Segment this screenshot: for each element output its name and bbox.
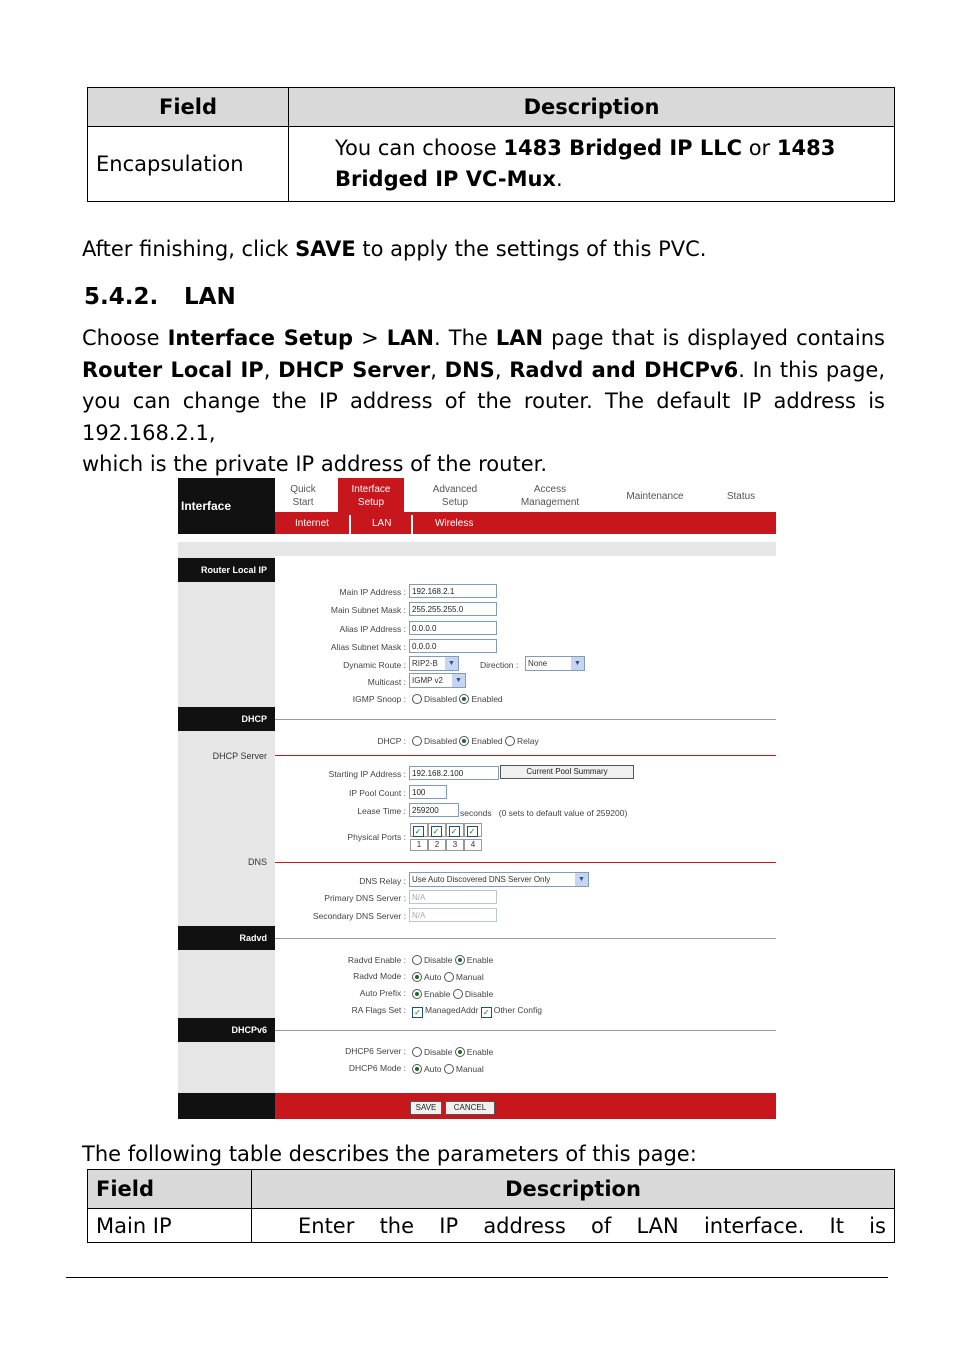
option-label: Enabled [471, 694, 503, 704]
description-word: the [379, 1213, 415, 1238]
dhcp-label: DHCP : [377, 736, 406, 746]
encapsulation-table [87, 87, 895, 202]
nav-label: Access [533, 484, 567, 495]
port-number: 1 [410, 839, 428, 851]
option-label: Disable [464, 989, 494, 999]
sub-nav [275, 512, 776, 534]
description-cell [252, 1209, 895, 1243]
section-divider-red [275, 862, 776, 863]
port-2-checkbox[interactable] [428, 823, 446, 837]
bold: Radvd and DHCPv6 [509, 357, 739, 382]
bold: Router Local IP [82, 357, 264, 382]
radvd-mode-label: Radvd Mode : [353, 971, 406, 981]
chevron-down-icon: ▼ [571, 657, 584, 670]
table-row [88, 1209, 895, 1243]
main-ip-label: Main IP Address : [339, 587, 406, 597]
port-1-checkbox[interactable] [410, 823, 428, 837]
section-title: LAN [184, 284, 236, 310]
table-header-field: Field [88, 1170, 252, 1209]
brand-block [178, 478, 275, 534]
table-caption: The following table describes the parameters of this page: [82, 1142, 697, 1166]
router-lan-screenshot [178, 478, 776, 1119]
text: . The [434, 326, 496, 350]
physical-ports-label: Physical Ports : [347, 832, 406, 842]
cancel-button[interactable]: CANCEL [445, 1101, 495, 1115]
radvd-manual-radio[interactable] [444, 972, 454, 982]
bottom-bar [275, 1093, 776, 1119]
option-label: Disable [424, 955, 453, 965]
field-cell: Encapsulation [88, 127, 289, 202]
nav-interface-setup[interactable] [338, 478, 404, 512]
auto-prefix-label: Auto Prefix : [359, 988, 406, 998]
port-number: 4 [464, 839, 482, 851]
chevron-down-icon: ▼ [575, 873, 588, 886]
description-words [298, 1214, 886, 1238]
dynamic-route-select[interactable] [409, 656, 459, 671]
section-number: 5.4.2. [84, 284, 159, 310]
brand-label: Interface [181, 499, 232, 513]
description-word: It [829, 1213, 844, 1238]
desc-text: You can choose [335, 136, 504, 160]
bold: Interface Setup [167, 326, 354, 350]
pool-count-label: IP Pool Count : [348, 788, 406, 798]
table-header-description: Description [252, 1170, 895, 1209]
option-label: Enable [424, 989, 451, 999]
option-label: Disabled [424, 736, 458, 746]
nav-advanced-setup[interactable] [424, 483, 486, 509]
desc-bold-vcmux: 1483 Bridged IP VC-Mux [335, 136, 836, 191]
bold: LAN [495, 326, 544, 350]
text: , [263, 357, 279, 382]
starting-ip-label: Starting IP Address : [328, 769, 406, 779]
nav-label: Maintenance [626, 491, 684, 502]
nav-label: Interface [351, 484, 391, 495]
option-label: Other Config [493, 1005, 542, 1015]
desc-text: or [742, 136, 777, 160]
nav-maintenance[interactable] [617, 490, 693, 503]
nav-quick-start[interactable] [285, 483, 321, 509]
bold: LAN [386, 326, 435, 350]
field-cell: Main IP [88, 1209, 252, 1243]
radvd-enable-options [412, 955, 493, 965]
ra-flags-options [412, 1005, 542, 1018]
igmp-disabled-radio[interactable] [412, 694, 422, 704]
dhcp6-server-label: DHCP6 Server : [345, 1046, 406, 1056]
starting-ip-input[interactable]: 192.168.2.100 [409, 766, 499, 780]
port-3-checkbox[interactable] [446, 823, 464, 837]
nav-label: Setup [357, 497, 385, 508]
text: page that is displayed contains [543, 326, 885, 350]
dhcp6-auto-radio[interactable] [412, 1064, 422, 1074]
section-divider [275, 938, 776, 939]
option-label: Enable [466, 955, 494, 965]
subnav-wireless[interactable]: Wireless [435, 518, 474, 529]
direction-select[interactable] [525, 656, 585, 671]
option-label: Enable [466, 1047, 494, 1057]
primary-dns-label: Primary DNS Server : [324, 893, 406, 903]
pool-count-input[interactable]: 100 [409, 785, 447, 799]
bold: DNS [444, 357, 495, 382]
section-dhcpv6: DHCPv6 [178, 1018, 275, 1042]
desc-text: . [555, 167, 563, 191]
section-heading [84, 284, 236, 310]
section-divider [275, 1030, 776, 1031]
chevron-down-icon: ▼ [445, 657, 458, 670]
checkmark-icon: ✓ [449, 826, 460, 837]
prefix-enable-radio[interactable] [412, 989, 422, 999]
alias-ip-label: Alias IP Address : [339, 624, 406, 634]
multicast-label: Multicast : [367, 677, 406, 687]
main-nav [275, 478, 776, 512]
auto-prefix-options [412, 989, 493, 999]
description-word: address [483, 1213, 566, 1238]
dhcp-enabled-radio[interactable] [459, 736, 469, 746]
nav-label: Management [520, 497, 580, 508]
other-config-checkbox[interactable]: ✓ [481, 1007, 492, 1018]
description-word: is [869, 1213, 886, 1238]
main-ip-input[interactable]: 192.168.2.1 [409, 584, 497, 598]
save-keyword: SAVE [295, 237, 356, 261]
igmp-label: IGMP Snoop : [352, 694, 406, 704]
dhcp-relay-radio[interactable] [505, 736, 515, 746]
dhcp-options [412, 736, 539, 746]
direction-label: Direction : [480, 660, 519, 670]
parameters-table [87, 1169, 895, 1243]
section-divider-red [275, 755, 776, 756]
dhcp-disabled-radio[interactable] [412, 736, 422, 746]
dhcp6-manual-radio[interactable] [444, 1064, 454, 1074]
description-word: LAN [636, 1213, 679, 1238]
dynamic-route-label: Dynamic Route : [343, 660, 406, 670]
alias-mask-label: Alias Subnet Mask : [330, 642, 406, 652]
nav-label: Advanced [432, 484, 478, 495]
alias-mask-input[interactable]: 0.0.0.0 [409, 639, 497, 653]
main-mask-input[interactable]: 255.255.255.0 [409, 602, 497, 616]
subnav-separator [411, 515, 413, 534]
radvd-mode-options [412, 972, 484, 982]
nav-access-management[interactable] [510, 483, 590, 509]
dhcp6-enable-radio[interactable] [455, 1047, 465, 1057]
option-label: Auto [424, 1064, 442, 1074]
dhcp6-mode-label: DHCP6 Mode : [348, 1063, 406, 1073]
secondary-dns-input[interactable]: N/A [409, 908, 497, 922]
dns-relay-select[interactable] [409, 872, 589, 887]
radvd-auto-radio[interactable] [412, 972, 422, 982]
subnav-lan[interactable]: LAN [372, 518, 392, 529]
igmp-enabled-radio[interactable] [459, 694, 469, 704]
checkmark-icon: ✓ [431, 826, 442, 837]
port-number: 2 [428, 839, 446, 851]
section-radvd: Radvd [178, 926, 275, 950]
description-word: Enter [298, 1213, 355, 1238]
dhcp6-disable-radio[interactable] [412, 1047, 422, 1057]
option-label: Relay [517, 736, 539, 746]
option-label: ManagedAddr [425, 1005, 479, 1015]
nav-status[interactable] [719, 490, 763, 503]
secondary-dns-label: Secondary DNS Server : [312, 911, 406, 921]
description-cell [289, 127, 895, 202]
section-router-local-ip: Router Local IP [178, 558, 275, 582]
save-button[interactable]: SAVE [410, 1101, 442, 1115]
option-label: Disabled [424, 694, 458, 704]
nav-label: Setup [441, 497, 469, 508]
selected-value: None [528, 659, 548, 668]
description-word: IP [439, 1213, 459, 1238]
text: . In this page, you can change the IP address of the router. The default IP address is 192.168.2.1, [82, 357, 885, 445]
option-label: Manual [455, 1064, 484, 1074]
checkmark-icon: ✓ [467, 826, 478, 837]
port-4-checkbox[interactable] [464, 823, 482, 837]
selected-value: Use Auto Discovered DNS Server Only [412, 875, 551, 884]
chevron-down-icon: ▼ [452, 674, 465, 687]
igmp-options [412, 694, 503, 704]
table-row [88, 127, 895, 202]
nav-label: Start [292, 497, 314, 508]
lease-time-input[interactable]: 259200 [409, 803, 459, 817]
nav-label: Quick [290, 484, 316, 495]
alias-ip-input[interactable]: 0.0.0.0 [409, 621, 497, 635]
footer-rule [66, 1277, 888, 1278]
text: Choose [82, 326, 168, 350]
primary-dns-input[interactable]: N/A [409, 890, 497, 904]
text: , [494, 357, 510, 382]
radvd-enable-radio[interactable] [455, 955, 465, 965]
option-label: Manual [455, 972, 484, 982]
bottom-bar-left [178, 1093, 275, 1119]
option-label: Enabled [471, 736, 503, 746]
intro-text-block [82, 323, 885, 449]
intro-paragraph [82, 323, 885, 481]
text: to apply the settings of this PVC. [355, 237, 707, 261]
section-dhcp: DHCP [178, 707, 275, 731]
intro-last-line: which is the private IP address of the router. [82, 452, 547, 476]
nav-label: Status [726, 491, 756, 502]
dhcp6-server-options [412, 1047, 493, 1057]
prefix-disable-radio[interactable] [453, 989, 463, 999]
lease-time-hint: seconds (0 sets to default value of 259200) [460, 808, 628, 818]
radvd-enable-label: Radvd Enable : [347, 955, 406, 965]
table-header-description: Description [289, 88, 895, 127]
port-number: 3 [446, 839, 464, 851]
ra-flags-label: RA Flags Set : [351, 1005, 406, 1015]
text: > [353, 326, 387, 350]
main-mask-label: Main Subnet Mask : [330, 605, 406, 615]
table-header-field: Field [88, 88, 289, 127]
dns-label: DNS [247, 857, 267, 867]
description-word: interface. [703, 1213, 805, 1238]
bold: DHCP Server [278, 357, 431, 382]
selected-value: RIP2-B [412, 659, 438, 668]
description-word: of [591, 1213, 612, 1238]
subnav-separator [349, 515, 351, 534]
dhcp-server-label: DHCP Server [212, 751, 267, 761]
checkmark-icon: ✓ [413, 826, 424, 837]
subnav-internet[interactable]: Internet [295, 518, 329, 529]
section-divider [275, 719, 776, 720]
selected-value: IGMP v2 [412, 676, 443, 685]
after-finishing-paragraph [82, 234, 885, 266]
desc-bold-llc: 1483 Bridged IP LLC [503, 136, 743, 160]
option-label: Auto [424, 972, 442, 982]
radvd-disable-radio[interactable] [412, 955, 422, 965]
text: , [430, 357, 445, 382]
managed-addr-checkbox[interactable]: ✓ [412, 1007, 423, 1018]
dns-relay-label: DNS Relay : [359, 876, 406, 886]
multicast-select[interactable] [409, 673, 466, 688]
lease-time-label: Lease Time : [357, 806, 406, 816]
current-pool-summary-button[interactable]: Current Pool Summary [500, 765, 634, 779]
text: After finishing, click [82, 237, 296, 261]
dhcp6-mode-options [412, 1064, 484, 1074]
option-label: Disable [424, 1047, 453, 1057]
